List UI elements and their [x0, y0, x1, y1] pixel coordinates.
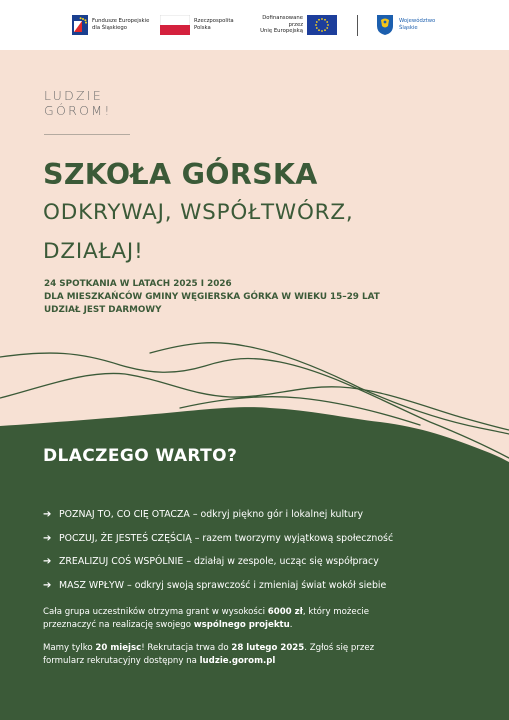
arrow-right-icon: ➔	[43, 579, 52, 591]
grant-amount: 6000 zł	[267, 607, 303, 617]
benefit-text: – działaj w zespole, ucząc się współpracy	[186, 556, 379, 568]
benefits-list	[43, 503, 393, 597]
grant-text: Cała grupa uczestników otrzyma grant w wysokości	[43, 607, 268, 617]
recruit-line2	[43, 655, 374, 668]
benefit-item	[43, 550, 393, 574]
why-heading: DLACZEGO WARTO?	[43, 446, 238, 466]
subtitle-line2: DZIAŁAJ!	[43, 239, 144, 264]
grant-line1	[43, 606, 369, 619]
facts-block	[44, 278, 380, 318]
funds-line2: dla Śląskiego	[92, 25, 128, 31]
eu-logo	[247, 11, 337, 39]
eu-line2: Unię Europejską	[260, 28, 303, 35]
arrow-right-icon: ➔	[43, 556, 52, 568]
fact-free: UDZIAŁ JEST DARMOWY	[44, 305, 162, 316]
poland-line2: Polska	[194, 25, 211, 31]
recruit-url-link[interactable]: ludzie.gorom.pl	[199, 655, 276, 666]
benefit-item	[43, 574, 393, 598]
logo-bar	[0, 0, 509, 50]
grant-line2	[43, 619, 369, 632]
benefit-head: POZNAJ TO, CO CIĘ OTACZA	[59, 509, 190, 521]
benefit-head: MASZ WPŁYW	[59, 579, 125, 591]
poland-logo	[160, 11, 234, 39]
grant-text: .	[289, 619, 293, 630]
benefit-text: – odkryj swoją sprawczość i zmieniaj świat wokół siebie	[127, 579, 387, 591]
benefit-text: – razem tworzymy wyjątkową społeczność	[194, 532, 394, 544]
funds-emblem-icon	[72, 15, 88, 35]
region-logo	[376, 11, 435, 39]
fact-audience: DLA MIESZKAŃCÓW GMINY WĘGIERSKA GÓRKA W WIEKU 15–29 LAT	[44, 292, 380, 303]
poster	[0, 50, 509, 720]
poland-flag-icon	[160, 15, 190, 35]
grant-project: wspólnego projektu	[193, 619, 290, 630]
brand-line2: GÓROM!	[44, 103, 112, 118]
grant-info	[43, 606, 369, 631]
region-line1: Województwo	[399, 18, 436, 25]
benefit-item	[43, 527, 393, 551]
recruit-text: ! Rekrutacja trwa do	[141, 643, 232, 653]
poland-line1: Rzeczpospolita	[194, 18, 234, 25]
eu-line1: Dofinansowane przez	[262, 15, 303, 28]
logo-divider	[357, 15, 358, 36]
recruitment-info	[43, 642, 374, 667]
funds-line1: Fundusze Europejskie	[92, 18, 150, 25]
grant-text: przeznaczyć na realizację swojego	[43, 619, 194, 630]
region-crest-icon	[376, 14, 394, 36]
fact-meetings: 24 SPOTKANIA W LATACH 2025 I 2026	[44, 279, 232, 289]
page-title: SZKOŁA GÓRSKA	[43, 158, 318, 191]
eu-flag-icon	[307, 15, 337, 35]
brand-divider	[44, 134, 130, 135]
recruit-deadline: 28 lutego 2025	[231, 643, 305, 653]
grant-text: , który możecie	[302, 607, 370, 617]
brand-line1: LUDZIE	[44, 88, 104, 103]
arrow-right-icon: ➔	[43, 532, 52, 544]
brand-logo	[44, 88, 112, 118]
recruit-places: 20 miejsc	[95, 643, 142, 653]
funds-logo	[72, 11, 149, 39]
benefit-item	[43, 503, 393, 527]
subtitle-line1: ODKRYWAJ, WSPÓŁTWÓRZ,	[43, 200, 354, 225]
recruit-text: . Zgłoś się przez	[304, 643, 375, 653]
arrow-right-icon: ➔	[43, 509, 52, 521]
recruit-text: formularz rekrutacyjny dostępny na	[43, 655, 200, 666]
benefit-text: – odkryj piękno gór i lokalnej kultury	[192, 509, 364, 521]
recruit-line1	[43, 642, 374, 655]
benefit-head: POCZUJ, ŻE JESTEŚ CZĘŚCIĄ	[59, 532, 192, 544]
region-line2: Śląskie	[399, 25, 418, 31]
benefit-head: ZREALIZUJ COŚ WSPÓLNIE	[59, 556, 184, 568]
recruit-text: Mamy tylko	[43, 643, 96, 653]
